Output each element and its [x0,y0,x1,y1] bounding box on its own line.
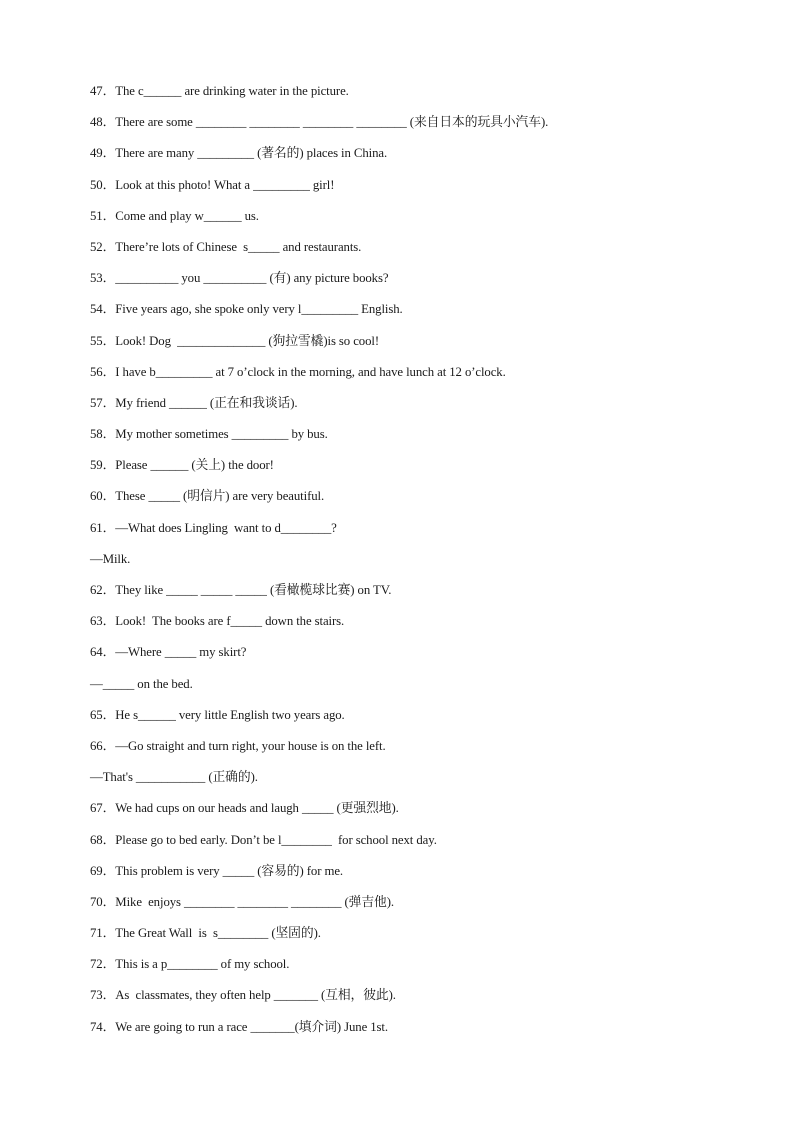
exercise-line-60: 60．These _____ (明信片) are very beautiful. [90,489,325,504]
exercise-line-72: 72．This is a p________ of my school. [90,957,290,972]
exercise-line-47: 47．The c______ are drinking water in the picture. [90,84,349,98]
exercise-line-55: 55．Look! Dog ______________ (狗拉雪橇)is so cool! [90,333,379,348]
exercise-line-62: 62．They like _____ _____ _____ (看橄榄球比赛) on TV. [90,583,392,597]
exercise-line-53: 53．__________ you __________ (有) any picture books? [90,271,389,286]
exercise-line-69: 69．This problem is very _____ (容易的) for me. [90,863,344,878]
exercise-line-63: 63．Look! The books are f_____ down the stairs. [90,614,345,629]
exercise-line-64-answer: —_____ on the bed. [90,676,193,691]
exercise-line-59: 59．Please ______ (关上) the door! [90,458,274,473]
exercise-line-73: 73．As classmates, they often help _______ (互相，彼此). [90,988,396,1003]
exercise-line-68: 68．Please go to bed early. Don’t be l________ for school next day. [90,832,437,847]
exercise-line-64: 64．—Where _____ my skirt? [90,645,247,660]
exercise-line-49: 49．There are many _________ (著名的) places in China. [90,146,388,161]
exercise-line-67: 67．We had cups on our heads and laugh _____ (更强烈地). [90,801,399,816]
exercise-line-50: 50．Look at this photo! What a _________ girl! [90,177,335,192]
exercise-line-48: 48．There are some ________ ________ ________ ________ (来自日本的玩具小汽车). [90,115,549,130]
exercise-line-57: 57．My friend ______ (正在和我谈话). [90,395,298,410]
exercise-line-65: 65．He s______ very little English two years ago. [90,707,345,722]
exercise-list [90,80,710,1047]
exercise-line-51: 51．Come and play w______ us. [90,208,259,223]
exercise-line-70: 70．Mike enjoys ________ ________ ________ (弹吉他). [90,894,394,909]
exercise-line-56: 56．I have b_________ at 7 o’clock in the morning, and have lunch at 12 o’clock. [90,364,506,379]
exercise-line-58: 58．My mother sometimes _________ by bus. [90,427,328,442]
exercise-line-52: 52．There’re lots of Chinese s_____ and restaurants. [90,239,362,254]
exercise-line-74: 74．We are going to run a race _______(填介词) June 1st. [90,1019,388,1034]
exercise-line-71: 71．The Great Wall is s________ (坚固的). [90,926,321,941]
exercise-line-61: 61．—What does Lingling want to d________? [90,520,337,535]
exercise-line-66: 66．—Go straight and turn right, your house is on the left. [90,738,386,753]
exercise-line-61-answer: —Milk. [90,551,131,566]
exercise-line-54: 54．Five years ago, she spoke only very l_________ English. [90,302,403,317]
exercise-line-66-answer: —That's ___________ (正确的). [90,770,258,785]
